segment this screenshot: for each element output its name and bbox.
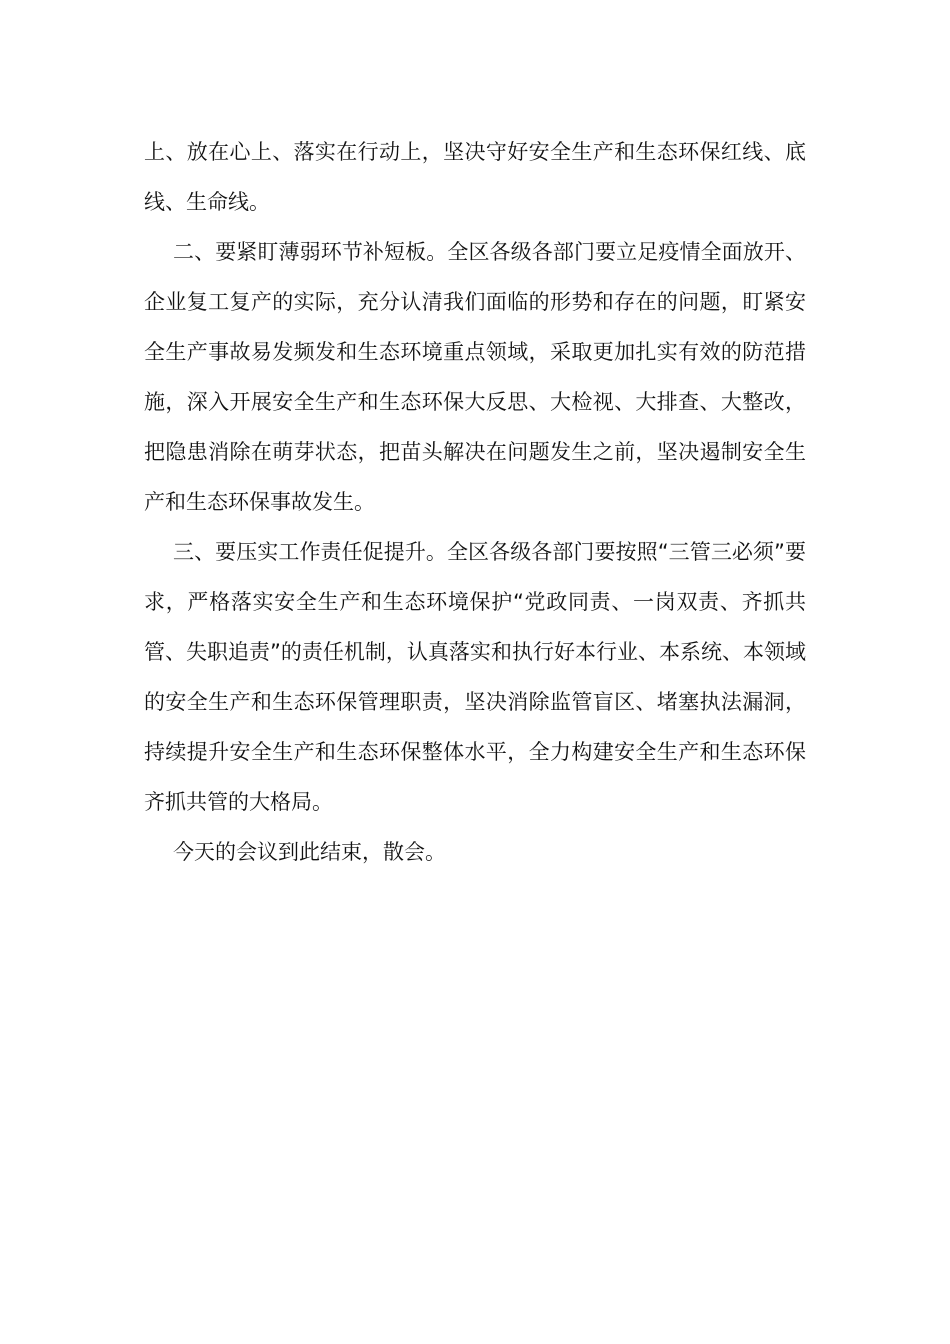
paragraph-closing: 今天的会议到此结束，散会。	[173, 840, 446, 864]
document-body	[144, 127, 806, 877]
paragraph-point-two: 二、要紧盯薄弱环节补短板。全区各级各部门要立足疫情全面放开、企业复工复产的实际，充分认清我们面临的形势和存在的问题，盯紧安全生产事故易发频发和生态环境重点领域，采取更加扎实有效的防范措施，深入开展安全生产和生态环保大反思、大检视、大排查、大整改，把隐患消除在萌芽状态，把苗头解决在问题发生之前，坚决遏制安全生产和生态环保事故发生。	[144, 240, 806, 514]
paragraph-continuation: 上、放在心上、落实在行动上，坚决守好安全生产和生态环保红线、底线、生命线。	[144, 140, 806, 214]
paragraph-point-three: 三、要压实工作责任促提升。全区各级各部门要按照“三管三必须”要求，严格落实安全生产和生态环境保护“党政同责、一岗双责、齐抓共管、失职追责”的责任机制，认真落实和执行好本行业、本系统、本领域的安全生产和生态环保管理职责，坚决消除监管盲区、堵塞执法漏洞，持续提升安全生产和生态环保整体水平，全力构建安全生产和生态环保齐抓共管的大格局。	[144, 540, 806, 814]
